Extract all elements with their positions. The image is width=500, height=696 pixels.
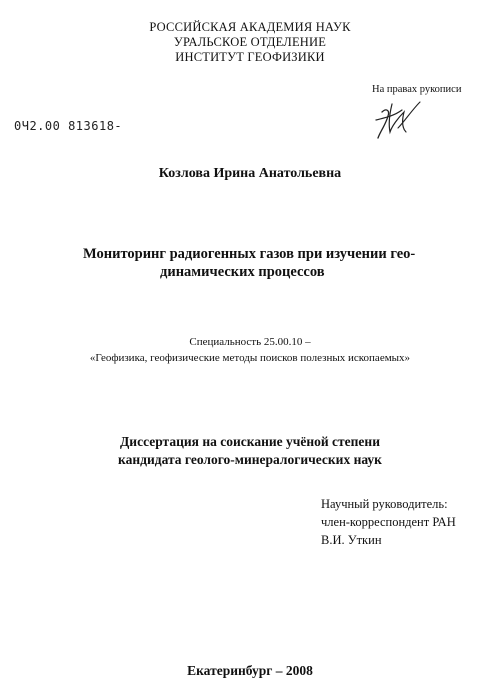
dissertation-degree-line-2: кандидата геолого-минералогических наук bbox=[118, 452, 382, 467]
signature-icon bbox=[368, 98, 424, 142]
archive-stamp-number: 0Ч2.00 813618- bbox=[14, 119, 123, 133]
dissertation-degree-line-1: Диссертация на соискание учёной степени bbox=[120, 434, 380, 449]
advisor-title: член-корреспондент РАН bbox=[321, 515, 456, 529]
author-name: Козлова Ирина Анатольевна bbox=[158, 166, 342, 181]
city-year: Екатеринбург – 2008 bbox=[187, 663, 313, 678]
org-line-academy: РОССИЙСКАЯ АКАДЕМИЯ НАУК bbox=[149, 20, 351, 34]
title-line-2: динамических процессов bbox=[160, 264, 325, 280]
specialty-name: «Геофизика, геофизические методы поисков полезных ископаемых» bbox=[89, 352, 411, 364]
advisor-name: В.И. Уткин bbox=[321, 533, 382, 547]
title-line-1: Мониторинг радиогенных газов при изучении гео- bbox=[83, 246, 416, 262]
manuscript-rights-label: На правах рукописи bbox=[372, 84, 462, 95]
org-line-institute: ИНСТИТУТ ГЕОФИЗИКИ bbox=[175, 50, 325, 64]
specialty-code: Специальность 25.00.10 – bbox=[189, 336, 311, 348]
org-line-branch: УРАЛЬСКОЕ ОТДЕЛЕНИЕ bbox=[173, 35, 327, 49]
advisor-label: Научный руководитель: bbox=[321, 497, 448, 511]
